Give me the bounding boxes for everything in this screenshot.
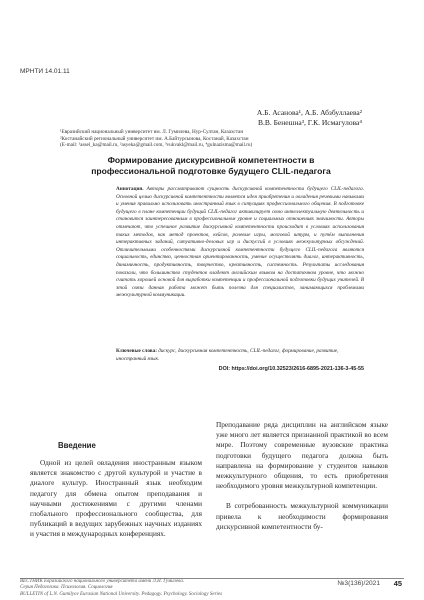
page-number: 45 [393,579,402,588]
journal-footer [20,579,270,598]
affiliation-1: ¹Евразийский национальный университет им. Л. Гумилева, Нур-Султан, Казахстан [60,129,244,135]
intro-paragraph-2: В сотребованность межкультурной коммуникации привела к необходимости формирования дискурсивной компетентности бу- [216,501,388,531]
title-line-2: профессиональной подготовке будущего CLIL-педагога [91,165,331,176]
affiliation-emails: (E-mail: ¹assel_ka@mail.ru, ²asyeka@gmail.com, ³vukvakl@mail.ru, ⁴gulnazisma@mail.ru) [60,142,253,149]
abstract [116,186,364,300]
journal-name-ru: ВЕСТНИК Евразийского национального университета имени Л.Н. Гумилева. [20,579,185,584]
mrnti-code: МРНТИ 14.01.11 [20,68,70,75]
keywords [116,348,364,363]
keywords-label: Ключевые слова: [116,348,157,354]
journal-name-en: BULLETIN of L.N. Gumilyov Eurasian National University. Pedagogy. Psychology. Sociology Series [20,591,223,597]
title-line-1: Формирование дискурсивной компетентности в [107,155,315,165]
authors-line-1: А.Б. Асанова¹, А.Б. Абзбуллаева² [256,108,362,117]
issue-number: №3(136)/2021 [337,580,380,587]
keywords-text: дискурс, дискурсивная компетентность, CLIL-педагог, формирование, развитие, иностранный язык. [116,348,339,362]
affiliations [60,129,362,149]
intro-right-column [216,420,388,532]
article-title [60,155,362,176]
abstract-text: Авторы рассматривают сущность дискурсивной компетентности будущего CLIL-педагога. Основной целью дискурсивной компетентности является идея приобретения и овладения речевыми навыками и умения правильно использовать иностранный язык в ситуациях профессионального общения. В подготовке будущего в плане компетенции будущий CLIL-педагог активизирует свою интеллектуальную деятельность и становится заинтересованным в профессиональном уровне и социальных отношениях значимости. Авторы отмечают, что успешное развитие дискурсивной компетентности происходит в условиях использования таких методов, как метод проектов, кейсов, ролевые игры, мозговой штурм, и путём выполнения интерактивных заданий, ситуативно-деловых игр и дискуссий в условиях межкультурных обсуждений. Отличительными особенностями дискурсивной компетентности будущего CLIL-педагога являются социальность, единство, ценностная ориентированность, умение осуществлять диалог, интерактивность, динамичность, продуктивность, творчество, креативность, системность. Результаты исследования показали, что большинство студентов владеют английским языком на достаточном уровне, что можно считать хорошей основой для выработки компетенции и профессиональной подготовки будущих учителей. В этой связи данная работа может быть полезна для специалистов, занимающихся проблемами межкультурной коммуникации. [116,186,364,299]
journal-series-ru: Серия Педагогика. Психология. Социология [20,585,113,591]
intro-left-column: Одной из целей овладения иностранным языком является знакомство с другой культурой и участие в диалоге культур. Иностранный язык необходим педагогу для обмена опытом преподавания и научными достижениями с другими членами глобального профессионального сообщества, для публикаций в ведущих зарубежных научных изданиях и участия в международных конференциях. [30,458,202,539]
intro-paragraph-1: Преподавание ряда дисциплин на английском языке уже много лет является признанной практикой во всем мире. Поэтому современные вузовские практика подготовки будущего педагога должна быть направлена на формирование у студентов навыков межкультурного общения, то есть приобретения необходимого уровня межкультурной компетенции. [216,420,388,491]
abstract-label: Аннотация. [116,186,144,192]
author-list [257,108,362,128]
authors-line-2: В.В. Бенешна³, Г.К. Исмагулова⁴ [258,118,362,127]
doi-link[interactable]: DOI: https://doi.org/10.32523/2616-6895-2021-136-3-45-55 [218,366,364,372]
section-heading-introduction: Введение [58,441,96,450]
affiliation-2: ²Костанайский региональный университет им. А.Байтурсынова, Костанай, Казахстан [60,135,249,142]
